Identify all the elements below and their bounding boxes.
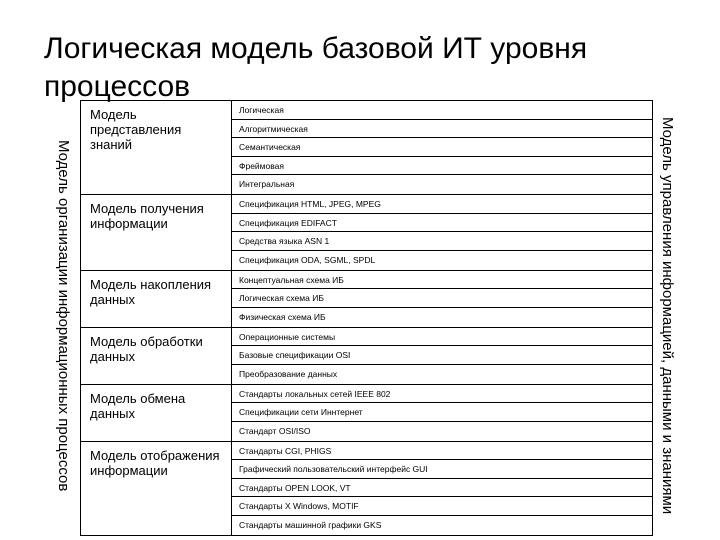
list-item: Средства языка ASN 1	[232, 232, 652, 251]
model-name: Модель представления знаний	[90, 107, 182, 152]
list-item: Спецификация ODA, SGML, SPDL	[239, 255, 376, 266]
list-item: Концептуальная схема ИБ	[232, 271, 652, 290]
list-item: Стандарты X Windows, MOTIF	[232, 497, 652, 516]
list-item: Графический пользовательский интерфейс GUI	[232, 460, 652, 479]
model-row-knowledge	[81, 101, 653, 195]
list-item: Алгоритмическая	[232, 120, 652, 139]
list-item: Семантическая	[232, 138, 652, 157]
slide-title: Логическая модель базовой ИТ уровня процессов	[44, 32, 588, 103]
items-cell	[232, 195, 653, 271]
model-name: Модель отображения информации	[90, 447, 220, 478]
model-row-storage	[81, 270, 653, 327]
model-cell	[81, 384, 232, 441]
model-row-acquisition	[81, 195, 653, 271]
items-cell	[232, 270, 653, 327]
model-cell	[81, 270, 232, 327]
list-item: Операционные системы	[232, 328, 652, 347]
left-side-label: Модель организации информационных процессов	[55, 140, 72, 492]
process-model-table	[80, 100, 653, 536]
model-name: Модель обмена данных	[90, 390, 186, 421]
model-cell	[81, 101, 232, 195]
list-item: Стандарты CGI, PHIGS	[232, 442, 652, 461]
list-item: Логическая схема ИБ	[232, 289, 652, 308]
model-cell	[81, 327, 232, 384]
list-item: Стандарты локальных сетей IEEE 802	[232, 385, 652, 404]
model-cell	[81, 195, 232, 271]
right-side-label: Модель управления информацией, данными и знаниями	[659, 117, 676, 515]
items-cell	[232, 327, 653, 384]
list-item: Спецификация HTML, JPEG, MPEG	[232, 195, 652, 214]
model-row-processing	[81, 327, 653, 384]
list-item: Стандарты машинной графики GKS	[239, 520, 382, 531]
model-name: Модель получения информации	[90, 201, 204, 232]
list-item: Спецификация EDIFACT	[232, 214, 652, 233]
list-item: Стандарты OPEN LOOK, VT	[232, 479, 652, 498]
model-name: Модель накопления данных	[90, 276, 212, 307]
list-item: Базовые спецификации OSI	[232, 346, 652, 365]
model-row-exchange	[81, 384, 653, 441]
items-cell	[232, 441, 653, 535]
list-item: Преобразование данных	[239, 368, 338, 379]
model-row-display	[81, 441, 653, 535]
model-name: Модель обработки данных	[90, 333, 203, 364]
model-cell	[81, 441, 232, 535]
list-item: Фреймовая	[232, 157, 652, 176]
list-item: Физическая схема ИБ	[239, 312, 326, 323]
list-item: Спецификации сети Иннтернет	[232, 403, 652, 422]
items-cell	[232, 101, 653, 195]
list-item: Логическая	[232, 101, 652, 120]
list-item: Интегральная	[239, 179, 295, 190]
list-item: Стандарт OSI/ISO	[239, 425, 311, 436]
items-cell	[232, 384, 653, 441]
